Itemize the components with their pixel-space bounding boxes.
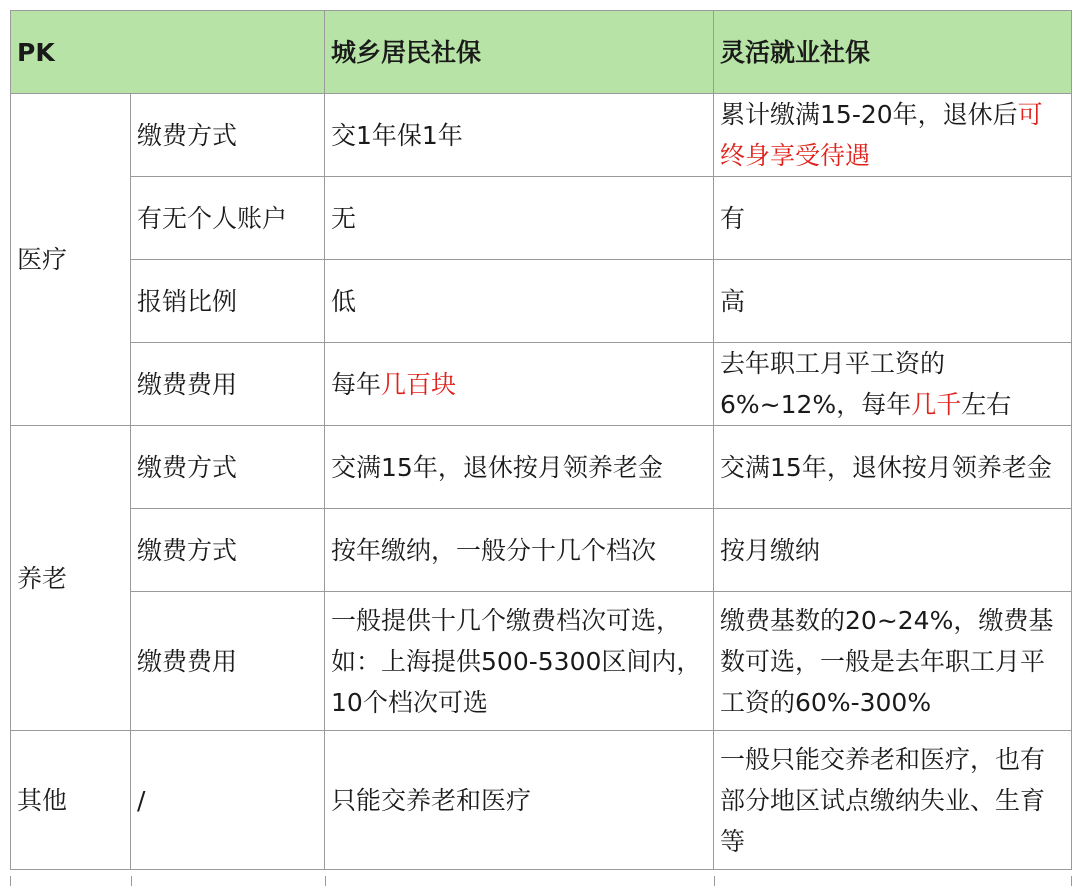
- header-flexible: 灵活就业社保: [714, 11, 1072, 94]
- table-row: [11, 343, 1072, 426]
- gridline: [131, 876, 132, 886]
- highlight-text: 可终身享受待遇: [720, 100, 1043, 170]
- gridline: [1071, 876, 1072, 886]
- cell-text-after: 左右: [961, 390, 1012, 419]
- urban-rural-cell: 只能交养老和医疗: [325, 731, 714, 870]
- urban-rural-cell: 交满15年，退休按月领养老金: [325, 426, 714, 509]
- item-cell: /: [131, 731, 325, 870]
- table-row: [11, 260, 1072, 343]
- flexible-cell: 高: [714, 260, 1072, 343]
- urban-rural-cell: 低: [325, 260, 714, 343]
- table-row: [11, 177, 1072, 260]
- flexible-cell: 有: [714, 177, 1072, 260]
- group-medical: 医疗: [11, 94, 131, 426]
- header-row: [11, 11, 1072, 94]
- table-row: [11, 94, 1072, 177]
- table-row: [11, 509, 1072, 592]
- urban-rural-cell: [325, 343, 714, 426]
- header-urban-rural: 城乡居民社保: [325, 11, 714, 94]
- next-row-edge: [10, 876, 1072, 886]
- flexible-cell: 按月缴纳: [714, 509, 1072, 592]
- urban-rural-cell: 按年缴纳，一般分十几个档次: [325, 509, 714, 592]
- gridline: [714, 876, 715, 886]
- highlight-text: 几千: [911, 390, 962, 419]
- item-cell: 缴费费用: [131, 592, 325, 731]
- flexible-cell: 一般只能交养老和医疗，也有部分地区试点缴纳失业、生育等: [714, 731, 1072, 870]
- comparison-table: [10, 10, 1072, 870]
- flexible-cell: [714, 343, 1072, 426]
- item-cell: 缴费方式: [131, 509, 325, 592]
- cell-text: 去年职工月平工资的6%~12%，每年: [720, 349, 946, 419]
- item-cell: 有无个人账户: [131, 177, 325, 260]
- item-cell: 缴费方式: [131, 94, 325, 177]
- item-cell: 报销比例: [131, 260, 325, 343]
- urban-rural-cell: 交1年保1年: [325, 94, 714, 177]
- flexible-cell: 缴费基数的20~24%，缴费基数可选，一般是去年职工月平工资的60%-300%: [714, 592, 1072, 731]
- table-row: [11, 592, 1072, 731]
- table-row: [11, 731, 1072, 870]
- item-cell: 缴费费用: [131, 343, 325, 426]
- cell-text: 累计缴满15-20年，退休后: [720, 100, 1018, 129]
- group-pension: 养老: [11, 426, 131, 731]
- urban-rural-cell: 一般提供十几个缴费档次可选，如：上海提供500-5300区间内，10个档次可选: [325, 592, 714, 731]
- gridline: [325, 876, 326, 886]
- flexible-cell: [714, 94, 1072, 177]
- highlight-text: 几百块: [381, 369, 457, 399]
- item-cell: 缴费方式: [131, 426, 325, 509]
- header-pk: PK: [11, 11, 325, 94]
- urban-rural-cell: 无: [325, 177, 714, 260]
- table-row: [11, 426, 1072, 509]
- flexible-cell: 交满15年，退休按月领养老金: [714, 426, 1072, 509]
- group-other: 其他: [11, 731, 131, 870]
- cell-text: 每年: [331, 369, 382, 399]
